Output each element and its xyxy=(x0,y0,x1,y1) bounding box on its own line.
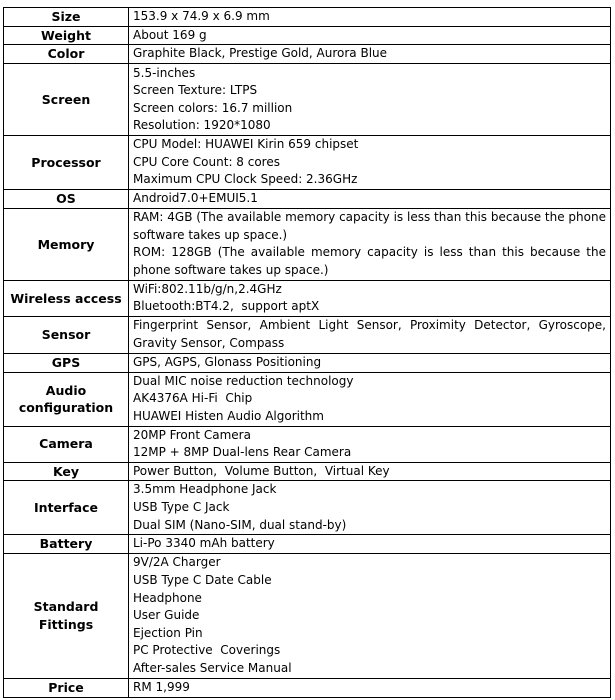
spec-value xyxy=(129,26,611,45)
spec-value xyxy=(129,426,611,462)
spec-row-key xyxy=(4,462,611,481)
spec-value-line: USB Type C Date Cable xyxy=(133,572,272,587)
spec-value-line: 12MP + 8MP Dual-lens Rear Camera xyxy=(133,445,352,460)
spec-value-line: Fingerprint Sensor, Ambient Light Sensor, Proximity Detector, Gyroscope, Gravity Sensor, Compass xyxy=(133,318,610,350)
spec-value-line: HUAWEI Histen Audio Algorithm xyxy=(133,408,324,423)
spec-value xyxy=(129,190,611,209)
spec-value-line: Power Button, Volume Button, Virtual Key xyxy=(133,463,390,478)
spec-label: Price xyxy=(4,678,129,697)
spec-value-line: PC Protective Coverings xyxy=(133,643,281,658)
spec-value xyxy=(129,353,611,372)
spec-label: Standard Fittings xyxy=(4,553,129,678)
spec-label: Sensor xyxy=(4,316,129,353)
spec-row-gps xyxy=(4,353,611,372)
spec-value-line: 3.5mm Headphone Jack xyxy=(133,482,277,497)
spec-row-wireless-access xyxy=(4,280,611,316)
spec-value xyxy=(129,678,611,697)
spec-value-line: User Guide xyxy=(133,608,200,623)
spec-value-line: CPU Model: HUAWEI Kirin 659 chipset xyxy=(133,137,359,152)
spec-value-line: Graphite Black, Prestige Gold, Aurora Blue xyxy=(133,46,388,61)
spec-value-line: WiFi:802.11b/g/n,2.4GHz xyxy=(133,281,282,296)
spec-row-standard-fittings xyxy=(4,553,611,678)
spec-row-memory xyxy=(4,208,611,280)
spec-value xyxy=(129,481,611,535)
spec-row-audio-configuration xyxy=(4,372,611,426)
spec-value xyxy=(129,136,611,190)
spec-value xyxy=(129,535,611,554)
spec-value-line: Screen Texture: LTPS xyxy=(133,83,258,98)
spec-row-price xyxy=(4,678,611,697)
spec-value-line: Dual SIM (Nano-SIM, dual stand-by) xyxy=(133,517,347,532)
spec-value-line: Maximum CPU Clock Speed: 2.36GHz xyxy=(133,172,358,187)
spec-value xyxy=(129,462,611,481)
spec-label: Key xyxy=(4,462,129,481)
spec-value-line: Screen colors: 16.7 million xyxy=(133,100,293,115)
spec-label: Wireless access xyxy=(4,280,129,316)
spec-row-battery xyxy=(4,535,611,554)
spec-value-line: USB Type C Jack xyxy=(133,500,230,515)
spec-value-line: 153.9 x 74.9 x 6.9 mm xyxy=(133,9,270,23)
spec-row-interface xyxy=(4,481,611,535)
spec-row-color xyxy=(4,45,611,64)
spec-value-line: Ejection Pin xyxy=(133,625,203,640)
spec-value-line: Bluetooth:BT4.2, support aptX xyxy=(133,299,320,314)
spec-value xyxy=(129,372,611,426)
spec-label: Battery xyxy=(4,535,129,554)
spec-value-line: After-sales Service Manual xyxy=(133,660,292,675)
spec-value xyxy=(129,280,611,316)
spec-value xyxy=(129,64,611,136)
spec-value-line: RAM: 4GB (The available memory capacity is less than this because the phone software takes up space.) xyxy=(133,210,610,242)
spec-row-sensor xyxy=(4,316,611,353)
spec-value xyxy=(129,316,611,353)
spec-row-camera xyxy=(4,426,611,462)
spec-label: Size xyxy=(4,8,129,27)
spec-value-line: 9V/2A Charger xyxy=(133,555,221,570)
spec-row-processor xyxy=(4,136,611,190)
spec-row-size xyxy=(4,8,611,27)
spec-label: Color xyxy=(4,45,129,64)
spec-row-os xyxy=(4,190,611,209)
spec-label: Interface xyxy=(4,481,129,535)
spec-label: GPS xyxy=(4,353,129,372)
spec-value-line: Android7.0+EMUI5.1 xyxy=(133,191,258,206)
spec-label: Weight xyxy=(4,26,129,45)
spec-value-line: Li-Po 3340 mAh battery xyxy=(133,536,275,551)
spec-value-line: Resolution: 1920*1080 xyxy=(133,118,271,133)
spec-table xyxy=(3,7,611,698)
spec-value-line: GPS, AGPS, Glonass Positioning xyxy=(133,354,322,369)
spec-value-line: AK4376A Hi-Fi Chip xyxy=(133,391,253,406)
spec-value xyxy=(129,45,611,64)
spec-value xyxy=(129,8,611,27)
spec-label: OS xyxy=(4,190,129,209)
spec-value-line: Headphone xyxy=(133,590,202,605)
spec-value xyxy=(129,553,611,678)
spec-label: Screen xyxy=(4,64,129,136)
spec-row-screen xyxy=(4,64,611,136)
spec-value-line: About 169 g xyxy=(133,27,207,42)
spec-label: Processor xyxy=(4,136,129,190)
spec-label: Camera xyxy=(4,426,129,462)
spec-value-line: ROM: 128GB (The available memory capacity is less than this because the phone software takes up space.) xyxy=(133,245,610,277)
spec-label: Audio configuration xyxy=(4,372,129,426)
spec-value-line: RM 1,999 xyxy=(133,679,190,694)
spec-row-weight xyxy=(4,26,611,45)
spec-label: Memory xyxy=(4,208,129,280)
spec-value-line: 20MP Front Camera xyxy=(133,427,251,442)
spec-value-line: Dual MIC noise reduction technology xyxy=(133,373,354,388)
spec-value-line: CPU Core Count: 8 cores xyxy=(133,154,280,169)
spec-value-line: 5.5-inches xyxy=(133,65,196,80)
spec-value xyxy=(129,208,611,280)
